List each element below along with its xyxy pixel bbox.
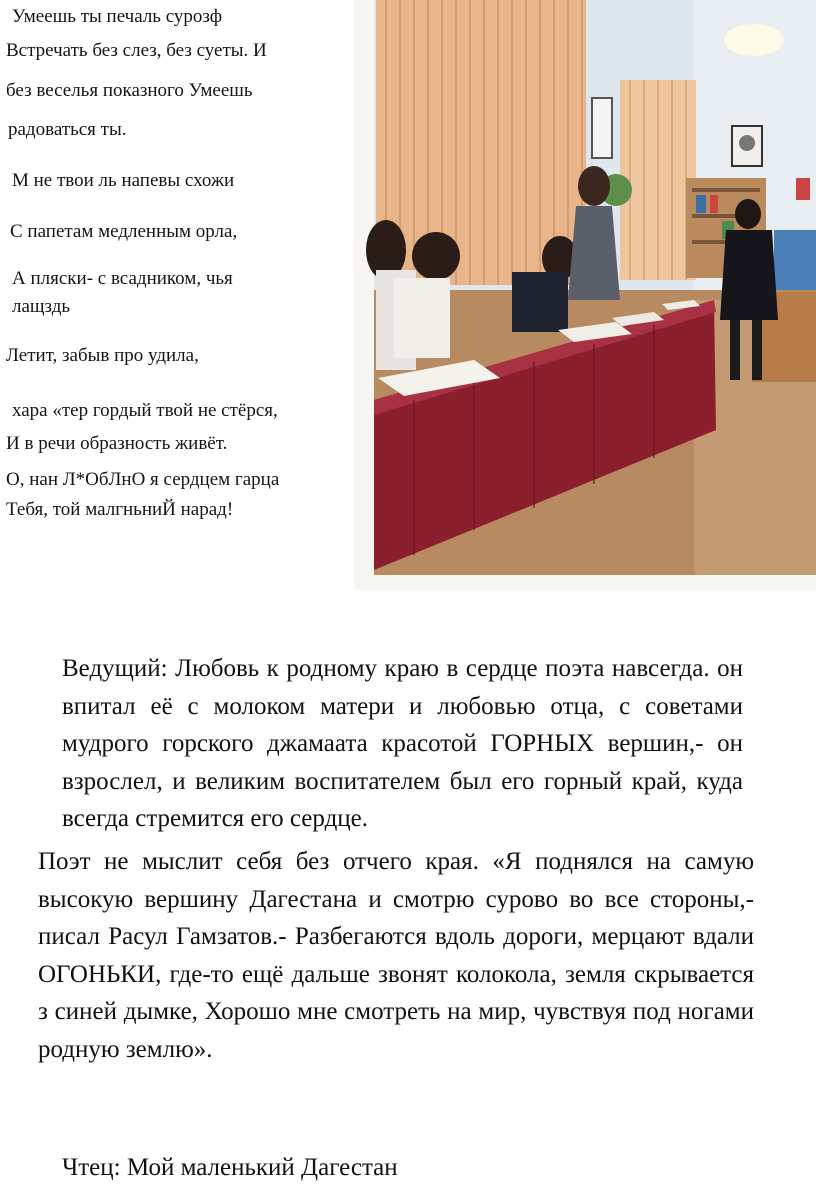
poem-line: О, нан Л*ОбЛнО я сердцем гарца	[6, 469, 280, 490]
poem-line: Умеешь ты печаль сурозф	[12, 6, 223, 27]
poem-line: И в речи образность живёт.	[6, 433, 228, 454]
poem-line: М не твои ль напевы схожи	[12, 170, 235, 191]
reader-line: Чтец: Мой маленький Дагестан	[62, 1154, 398, 1181]
poem-line: Тебя, той малгньниЙ нарад!	[6, 499, 234, 520]
poem-line: радоваться ты.	[8, 119, 127, 140]
poem-line: А пляски- с всадником, чья	[12, 268, 233, 289]
classroom-photo	[354, 0, 816, 590]
host-paragraph: Ведущий: Любовь к родному краю в сердце поэта навсегда. он впитал её с молоком матери и любовью отца, с советами мудрого горского джамаата красотой ГОРНЫХ вершин,- он взрослел, и великим воспитателем был его горный край, куда всегда стремится его сердце.	[62, 655, 743, 832]
poem-line: без веселья показного Умеешь	[6, 80, 253, 101]
poem-line: Встречать без слез, без суеты. И	[6, 40, 267, 61]
quote-paragraph: Поэт не мыслит себя без отчего края. «Я поднялся на самую высокую вершину Дагестана и смотрю сурово во все стороны,- писал Расул Гамзатов.- Разбегаются вдоль дороги, мерцают вдали ОГОНЬКИ, где-то ещё дальше звонят колокола, земля скрывается з синей дымке, Хорошо мне смотреть на мир, чувствуя под ногами родную землю».	[38, 848, 754, 1063]
poem-line: С папетам медленным орла,	[10, 221, 238, 242]
poem-line: лащздь	[12, 296, 71, 317]
poem-line: Летит, забыв про удила,	[6, 345, 199, 366]
classroom-photo-icon	[354, 0, 816, 590]
poem-line: хара «тер гордый твой не стёрся,	[12, 400, 278, 421]
